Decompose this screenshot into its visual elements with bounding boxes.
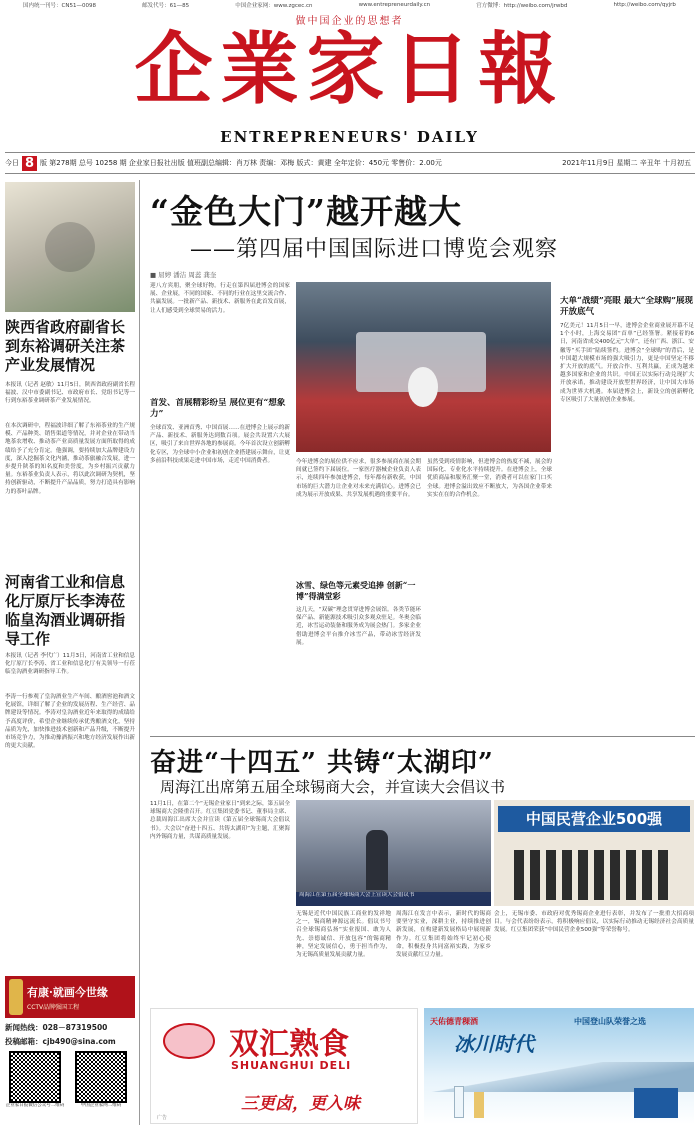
main-col1b-text: 全球首发、亚洲首秀、中国首展……在进博会上展示的新产品、新技术、新服务达到数百项。展会共设置六大展区，吸引了来自世界各地的参展商。今年首次设立创新孵化专区，为全球中小企业和初创企业搭建展示舞台，让更多前沿科技成果走进中国市场，走近中国消费者。	[150, 425, 290, 464]
side2-headline: 河南省工业和信息化厅原厅长李涛莅临皇沟酒业调研指导工作	[5, 573, 126, 648]
weibo-link-2[interactable]: http://weibo.com/qyjrb	[613, 1, 676, 8]
qr-code-icon[interactable]	[75, 1051, 127, 1103]
main-col1-text: 迎八方宾朋，聚全球好物。行走在第四届进博会的国家展、企业展，不同的国家、不同的行业在这里交流合作、共赢发展。一批新产品、新技术、新服务在此首发首展，让人们感受到全球贸易的活力。	[150, 283, 290, 314]
ad-label: 广告	[157, 1115, 168, 1121]
second-photo-1-caption: 周海江在第五届全球锡商大会上宣读大会倡议书	[296, 892, 491, 906]
side2-byline: 本报讯（记者 李代广）11月3日，河南省工业和信息化厅原厅长李涛、省工业和信息化厅有关领导一行莅临皇沟酒业调研指导工作。	[5, 653, 135, 676]
side1-body: 在本次调研中，程福波详细了解了东裕茶业的生产规模、产品种类、销售渠道等情况，并对企业在带动当地茶农增收、推动茶产业高质量发展方面所取得的成绩给予了充分肯定。他强调，要持续加大品牌建设力度，深入挖掘茶文化内涵，推动茶旅融合发展，进一步提升陕茶的知名度和美誉度，为乡村振兴贡献力量。东裕茶业负责人表示，将以此次调研为契机，坚持创新驱动，不断提升产品品质，努力打造具有影响力的茶叶品牌。	[5, 423, 135, 495]
second-col1-text: 11月1日，在第二个“无锡企业家日”到来之际，第五届全球锡商大会隆重召开。红豆集团党委书记、董事局主席、总裁周海江出席大会并宣读《第五届全球锡商大会倡议书》。大会以“奋进十四五、共铸太湖印”为主题，汇聚海内外锡商力量，共谋高质量发展。	[150, 801, 290, 840]
bottle-icon	[474, 1092, 484, 1118]
pig-logo-icon	[163, 1023, 215, 1059]
side2-body: 李涛一行参观了皇沟酒业生产车间、酿酒窖池和酒文化展馆，详细了解了企业的发展历程、生产经营、品牌建设等情况。李涛对皇沟酒业近年来取得的成绩给予高度评价，希望企业继续传承优秀酿酒文化，坚持品质为先，加快推进技术创新和产品升级，不断提升市场竞争力，为推动豫酒振兴和地方经济发展作出新的更大贡献。	[5, 694, 135, 750]
left-column-divider	[139, 180, 140, 1125]
main-col2-subhead: 冰雪、绿色等元素受追捧 创新“一博”得满堂彩	[296, 580, 416, 601]
main-col1-subhead: 首发、首展精彩纷呈 展位更有“想象力”	[150, 398, 286, 419]
hotline-email[interactable]: 投稿邮箱：cjb490@sina.com	[5, 1037, 116, 1046]
website-link[interactable]: 中国企业家网：www.zgcec.cn	[235, 2, 313, 9]
shuanghui-en-name: SHUANGHUI DELI	[231, 1059, 352, 1072]
main-subheadline: ——第四届中国国际进口博览会观察	[190, 237, 559, 262]
bottle-icon	[454, 1086, 464, 1118]
cn-number: 国内统一刊号：CN51—0098	[23, 2, 96, 9]
side1-byline: 本报讯（记者 赵敏）11月5日，陕西省政府副省长程福波、汉中市委副书记、市政府市长、党组书记等一行到东裕茶业调研茶产业发展情况。	[5, 382, 135, 405]
mascot-icon	[408, 367, 438, 407]
main-col3-text: 虽然受到疫情影响，但进博会的热度不减，展会的国际化、专业化水平持续提升。在进博会上，全球优质商品和服务汇聚一堂，消费者可以在家门口买全球。进博会溢出效应不断放大，为各国企业带来实实在在的合作机会。	[427, 459, 552, 498]
shuanghui-slogan: 三更卤，更入味	[241, 1094, 360, 1114]
main-col4-text: 7亿美元！11月5日一早，进博会企业商业展开幕不足1个小时，上海交易团“首单”已经签署。紧接着的6日，河南省成交400亿元“大单”，还有广西、浙江、安徽等“买手团”陆续签约。进博会“全球购”的背后，是中国超大规模市场的强大吸引力，更是中国坚定不移扩大开放的底气。开放合作、互利共赢，正成为越来越多国家和企业的共识。中国正以实际行动兑现扩大开放承诺，推动建设开放型世界经济，让中国大市场成为世界大机遇。本届进博会上，新设立的创新孵化专区吸引了大量初创企业参展。	[560, 323, 694, 403]
qr-code-icon[interactable]	[9, 1051, 61, 1103]
second-headline: 奋进“十四五” 共铸“太湖印”	[150, 748, 494, 778]
masthead-english: ENTREPRENEURS' DAILY	[220, 128, 479, 146]
weibo-link[interactable]: 官方微博：http://weibo.com/jrwbd	[476, 2, 568, 9]
main-col2-text: 今年进博会的展位供不应求，很多参展商在展会期间就已签约下届展位。一家医疗器械企业负责人表示，连续四年参加进博会，每年都有新收获，中国市场的巨大潜力让企业对未来充满信心。进博会已成为展示开放成果、共享发展机遇的重要平台。	[296, 459, 421, 498]
postal-code: 邮发代号：61—85	[142, 2, 190, 9]
side-ad-sub: CCTV品牌强国工程	[27, 1004, 80, 1011]
second-photo-2	[494, 800, 694, 906]
second-subheadline: 周海江出席第五届全球锡商大会，并宣读大会倡议书	[160, 778, 506, 796]
hotline-box	[5, 1022, 135, 1122]
issue-details: 版 第278期 总号 10258 期 企业家日报社出版 值班副总编辑：肖万林 责编：邓梅 版式：黄建 全年定价：450元 零售价：2.00元	[40, 159, 442, 167]
second-col4-text: 会上，无锡市委、市政府对优秀锡商企业进行表彰，并发布了一批重大招商项目。与会代表纷纷表示，将积极响应倡议，以实际行动推动无锡经济社会高质量发展。红豆集团荣获“中国民营企业500强”等荣誉称号。	[494, 911, 694, 934]
main-headline: “金色大门”越开越大	[150, 192, 462, 231]
issue-date: 2021年11月9日 星期二 辛丑年 十月初五	[562, 159, 691, 167]
second-banner-text: 中国民营企业500强	[498, 806, 690, 832]
second-col2-text: 无锡是近代中国民族工商业的发祥地之一，锡商精神源远流长。倡议书号召全球锡商弘扬“实业报国、敢为人先、崇德诚信、开放包容”的锡商精神，坚定发展信心，勇于担当作为，为无锡高质量发展贡献力量。	[296, 911, 391, 959]
side1-photo	[5, 182, 135, 312]
main-col2b-text: 这几天，“双碳”理念贯穿进博会展馆。各类节能环保产品、新能源技术吸引众多观众驻足。冬奥会临近，冰雪运动装备和服务成为展会热门。多家企业借助进博会平台推介冰雪产品，带动冰雪经济发展。	[296, 607, 421, 646]
main-byline: ■ 屈婷 潘洁 周蕊 龚奎	[150, 271, 217, 279]
page-count-badge: 8	[22, 156, 37, 171]
qr2-caption: 中国企业家网二维码	[80, 1103, 122, 1108]
side-ad-brand: 有康·就画今世缘	[27, 986, 108, 999]
tianyoude-title: 冰川时代	[454, 1032, 534, 1056]
tianyoude-slogan: 中国登山队荣誉之选	[574, 1017, 646, 1026]
qr1-caption: 企业家日报微信公众号二维码	[5, 1103, 65, 1108]
hotline-phone: 新闻热线：028－87319500	[5, 1023, 108, 1032]
side1-headline: 陕西省政府副省长到东裕调研关注茶产业发展情况	[5, 318, 126, 374]
issue-info-bar	[5, 152, 695, 174]
side-advertisement[interactable]	[5, 976, 135, 1018]
expo-photo	[296, 282, 551, 452]
tianyoude-advertisement[interactable]	[424, 1008, 694, 1124]
top-info-bar	[0, 0, 699, 9]
second-photo-1	[296, 800, 491, 906]
tianyoude-brand: 天佑德青稞酒	[430, 1016, 478, 1026]
gift-box-icon	[634, 1088, 678, 1118]
shuanghui-cn-name: 双汇熟食	[229, 1027, 349, 1062]
second-col3-text: 周海江在发言中表示，新时代的锡商要坚守实业，深耕主业，持续推进创新发展，在构建新发展格局中展现新作为。红豆集团将始终牢记初心使命，积极投身共同富裕实践，为家乡发展贡献红豆力量。	[396, 911, 491, 959]
main-col4-subhead: 大单“战绩”亮眼 最大“全球购”展现开放底气	[560, 296, 694, 317]
liquor-bottle-icon	[9, 979, 23, 1015]
today-label: 今日	[5, 159, 19, 167]
masthead-title: 企業家日報	[134, 24, 565, 115]
slogan: 做中国企业的思想者	[295, 16, 404, 27]
shuanghui-advertisement[interactable]	[150, 1008, 418, 1124]
website-link-2[interactable]: www.entrepreneurdaily.cn	[358, 1, 431, 8]
main-section-rule	[150, 736, 695, 737]
